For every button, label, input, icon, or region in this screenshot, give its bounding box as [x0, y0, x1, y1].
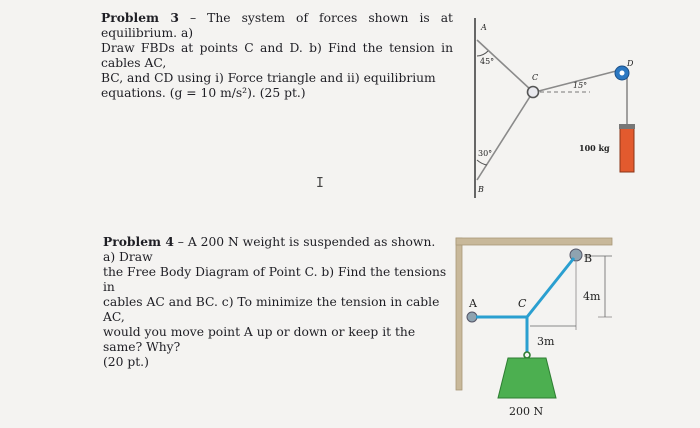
point-b-label: B: [584, 252, 593, 265]
point-c-label: C: [518, 297, 527, 310]
angle-15-label: 15°: [573, 81, 588, 90]
problem-4-title: Problem 4: [103, 234, 174, 249]
wall-horizontal: [456, 238, 612, 245]
point-a-label: A: [469, 297, 477, 310]
mass-label: 100 kg: [579, 143, 610, 153]
problem-3-line-2: Draw FBDs at points C and D. b) Find the tension in cables AC,: [101, 41, 453, 70]
weight-block: [498, 358, 556, 398]
text-cursor-icon: I: [316, 176, 324, 191]
weight-hook-icon: [524, 352, 530, 358]
angle-30-label: 30°: [478, 149, 493, 158]
problem-4-line-2: the Free Body Diagram of Point C. b) Find the tensions in: [103, 265, 447, 294]
wall-vertical: [456, 238, 462, 390]
point-b-label: B: [478, 185, 484, 194]
problem-4-line-1: – A 200 N weight is suspended as shown. a) Draw: [103, 235, 436, 264]
support-a-icon: [467, 312, 477, 322]
problem-3-line-1: – The system of forces shown is at equilibrium. a): [101, 11, 453, 40]
problem-3-line-3: BC, and CD using i) Force triangle and ii) equilibrium: [101, 71, 436, 85]
point-d-label: D: [627, 59, 634, 68]
problem-3-title: Problem 3: [101, 10, 179, 25]
problem-4-line-3: cables AC and BC. c) To minimize the tension in cable AC,: [103, 295, 440, 324]
point-a-label: A: [481, 23, 487, 32]
cable-bc: [527, 258, 574, 317]
point-c-label: C: [532, 73, 539, 82]
problem-4-line-4: would you move point A up or down or keep it the same? Why?: [103, 325, 416, 354]
problem-3-line-4: equations. (g = 10 m/s²). (25 pt.): [101, 86, 306, 100]
dimension-4m-label: 4m: [583, 290, 601, 303]
weight-label: 200 N: [509, 405, 544, 418]
angle-45-label: 45°: [480, 57, 495, 66]
dimension-3m-label: 3m: [537, 335, 555, 348]
problem-4-line-5: (20 pt.): [103, 355, 149, 369]
